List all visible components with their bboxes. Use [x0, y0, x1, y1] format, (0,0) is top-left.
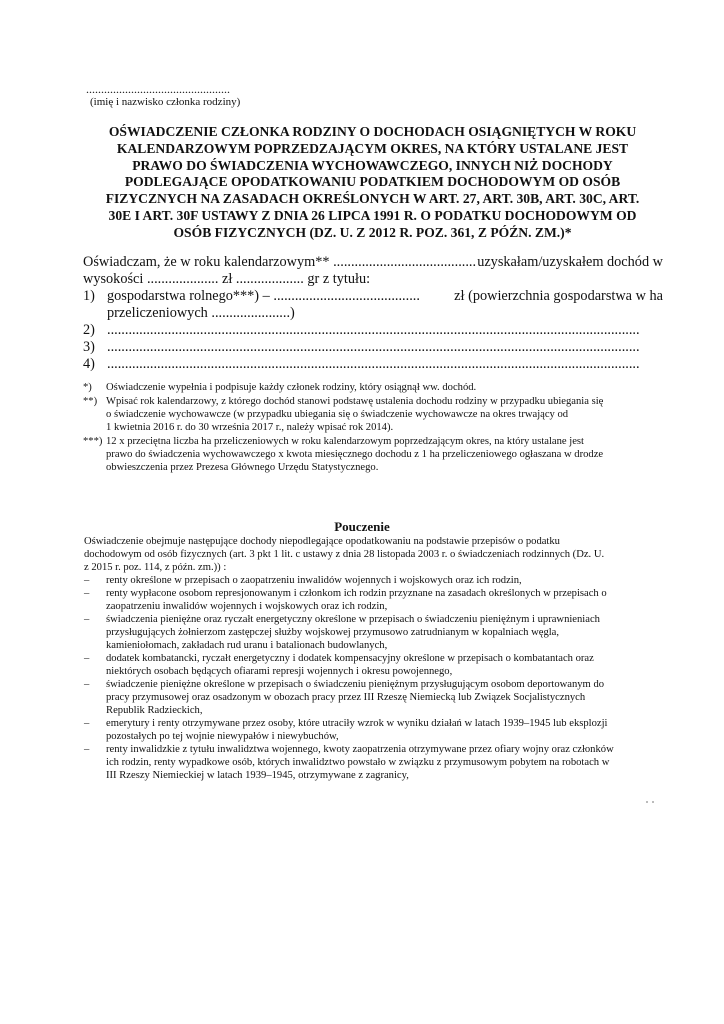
declaration-section: [83, 254, 663, 373]
list-item-line: zaopatrzeniu inwalidów wojennych i wojskowych oraz ich rodzin,: [106, 601, 388, 612]
list-item-line: dodatek kombatancki, ryczałt energetyczny i dodatek kompensacyjny określone w przepisach o kombatantach oraz: [106, 653, 594, 664]
title-line: OŚWIADCZENIE CZŁONKA RODZINY O DOCHODACH OSIĄGNIĘTYCH W ROKU: [108, 124, 637, 139]
footnote-line: o świadczenie wychowawcze (w przypadku ubiegania się o świadczenie wychowawcze na okres trwający od: [106, 409, 569, 420]
footnote-line: obwieszczenia przez Prezesa Głównego Urzędu Statystycznego.: [106, 462, 379, 473]
list-dash: –: [84, 614, 90, 625]
item-number: 2): [83, 322, 95, 338]
list-item: [84, 574, 662, 587]
farm-area-text: zł (powierzchnia gospodarstwa w ha: [454, 288, 663, 304]
title-line: KALENDARZOWYM POPRZEDZAJĄCYM OKRES, NA KTÓRY USTALANE JEST: [116, 140, 629, 156]
list-dash: –: [84, 744, 90, 755]
declaration-income-text: uzyskałam/uzyskałem dochód w: [477, 254, 663, 270]
list-item-line: III Rzeszy Niemieckiej w latach 1939–1945, otrzymywane z zagranicy,: [106, 770, 409, 781]
list-dash: –: [84, 653, 90, 664]
footnote-line: Oświadczenie wypełnia i podpisuje każdy członek rodziny, który osiągnął ww. dochód.: [106, 382, 477, 393]
list-item: [84, 717, 662, 743]
intro-line: z 2015 r. poz. 114, z późn. zm.)) :: [84, 562, 227, 573]
item-number: 4): [83, 356, 95, 372]
intro-line: Oświadczenie obejmuje następujące dochody niepodlegające opodatkowaniu na podstawie przepisów o podatku: [84, 536, 560, 547]
list-item-line: pozostałych po tej wojnie niewypałów i niewybuchów,: [106, 731, 339, 742]
footnote-3: [83, 435, 663, 474]
footnote-mark: ***): [83, 436, 103, 447]
title-line: FIZYCZNYCH NA ZASADACH OKREŚLONYCH W ART. 27, ART. 30B, ART. 30C, ART.: [105, 191, 640, 207]
footnotes: [83, 381, 663, 475]
item-number: 1): [83, 288, 95, 304]
list-item: [84, 587, 662, 613]
declaration-line-1: [83, 254, 663, 271]
document-title: [80, 124, 665, 242]
list-item: [84, 613, 662, 652]
footnote-mark: **): [83, 396, 98, 407]
list-item-line: renty wypłacone osobom represjonowanym i członkom ich rodzin przyznane na zasadach określonych w przepisach o: [106, 588, 607, 599]
pouczenie-list: [84, 574, 662, 782]
list-item: [84, 652, 662, 678]
list-item-line: świadczenie pieniężne określone w przepisach o świadczeniu pieniężnym przysługującym osobom deportowanym do: [106, 679, 605, 690]
title-line: PRAWO DO ŚWIADCZENIA WYCHOWAWCZEGO, INNYCH NIŻ DOCHODY: [132, 157, 613, 173]
list-item-line: ich rodzin, renty wypadkowe osób, których inwalidztwo powstało w związku z przymusowym pobytem na robotach w: [106, 757, 610, 768]
list-dash: –: [84, 575, 90, 586]
list-item-line: renty inwalidzkie z tytułu inwalidztwa wojennego, kwoty zaopatrzenia otrzymywane przez ofiary wojny oraz członków: [106, 744, 614, 755]
income-item-2: [83, 322, 663, 339]
list-item: [84, 743, 662, 782]
farm-income-text: gospodarstwa rolnego***) – .........................................: [107, 288, 420, 304]
item-dotted-line: .....................................................................................................................................................: [107, 322, 640, 338]
footnote-line: prawo do świadczenia wychowawczego x kwota miesięcznego dochodu z 1 ha przeliczeniowego ogłaszana w drodze: [106, 449, 604, 460]
title-line: OSÓB FIZYCZNYCH (DZ. U. Z 2012 R. POZ. 361, Z PÓŹN. ZM.)*: [173, 224, 572, 240]
name-label: (imię i nazwisko członka rodziny): [90, 96, 241, 108]
intro-line: dochodowym od osób fizycznych (art. 3 pkt 1 lit. c ustawy z dnia 28 listopada 2003 r. o świadczeniach rodzinnych (Dz. U.: [84, 549, 605, 560]
footnote-2: [83, 395, 663, 434]
farm-hectares-line: przeliczeniowych ......................): [107, 305, 295, 321]
pouczenie-title: Pouczenie: [334, 519, 390, 534]
title-line: 30E I ART. 30F USTAWY Z DNIA 26 LIPCA 1991 R. O PODATKU DOCHODOWYM OD: [108, 207, 637, 223]
list-item-line: pracy przymusowej oraz osadzonym w obozach pracy przez III Rzeszę Niemiecką lub Związek Socjalistycznych: [106, 692, 586, 703]
declaration-amount-line: wysokości .................... zł ................... gr z tytułu:: [83, 271, 371, 287]
footnote-1: [83, 381, 663, 394]
income-item-4: [83, 356, 663, 373]
list-dash: –: [84, 679, 90, 690]
list-dash: –: [84, 718, 90, 729]
list-item-line: przysługujących żołnierzom zastępczej służby wojskowej przymusowo zatrudnianym w kopalniach węgla,: [106, 627, 560, 638]
pouczenie-intro: [84, 535, 662, 574]
list-item-line: kamieniołomach, zakładach rud uranu i batalionach budowlanych,: [106, 640, 388, 651]
list-item: [84, 678, 662, 717]
income-item-3: [83, 339, 663, 356]
name-dotted-line: ................................................: [86, 82, 230, 96]
list-dash: –: [84, 588, 90, 599]
list-item-line: Republik Radzieckich,: [106, 705, 203, 716]
list-item-line: świadczenia pieniężne oraz ryczałt energetyczny określone w przepisach o świadczeniu pieniężnym i uprawnieniach: [106, 614, 600, 625]
item-dotted-line: .....................................................................................................................................................: [107, 339, 640, 355]
list-item-line: niektórych osobach będących ofiarami represji wojennych i okresu powojennego,: [106, 666, 453, 677]
scan-speck: [646, 800, 656, 804]
footnote-line: 12 x przeciętna liczba ha przeliczeniowych w roku kalendarzowym poprzedzającym okres, na który ustalane jest: [106, 436, 584, 447]
income-item-1: [83, 288, 663, 322]
list-item-line: renty określone w przepisach o zaopatrzeniu inwalidów wojennych i wojskowych oraz ich rodzin,: [106, 575, 522, 586]
list-item-line: emerytury i renty otrzymywane przez osoby, które utraciły wzrok w wyniku działań w latach 1939–1945 lub eksplozji: [106, 718, 608, 729]
title-line: PODLEGAJĄCE OPODATKOWANIU PODATKIEM DOCHODOWYM OD OSÓB: [124, 174, 621, 190]
declaration-year-text: Oświadczam, że w roku kalendarzowym** ........................................: [83, 254, 477, 270]
item-dotted-line: .....................................................................................................................................................: [107, 356, 640, 372]
footnote-line: Wpisać rok kalendarzowy, z którego dochód stanowi podstawę ustalenia dochodu rodziny w przypadku ubiegania się: [106, 396, 604, 407]
item-number: 3): [83, 339, 95, 355]
footnote-line: 1 kwietnia 2016 r. do 30 września 2017 r., należy wpisać rok 2014).: [106, 422, 394, 433]
footnote-mark: *): [83, 382, 92, 393]
